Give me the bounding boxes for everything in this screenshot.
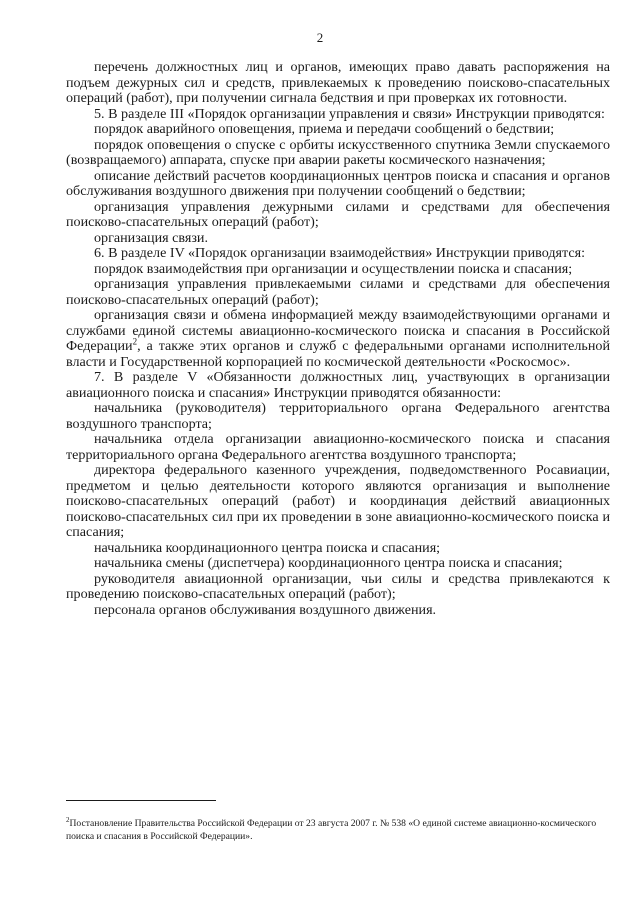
paragraph: 5. В разделе III «Порядок организации управления и связи» Инструкции приводятся: [94, 105, 605, 122]
paragraph: начальника смены (диспетчера) координационного центра поиска и спасания; [94, 555, 563, 571]
paragraph-text: , а также этих органов и служб с федеральными органами исполнительной власти и Государственной корпорацией по космической деятельности «Роскосмос». [66, 338, 610, 370]
footnote-divider [66, 800, 216, 801]
paragraph: перечень должностных лиц и органов, имеющих право давать распоряжения на подъем дежурных сил и средств, привлекаемых к проведению поисково-спасательных операций (работ), при получении сигнала бедствия и при проверках их готовности. [66, 59, 610, 106]
paragraph: руководителя авиационной организации, чьи силы и средства привлекаются к проведению поисково-спасательных операций (работ); [66, 570, 610, 602]
paragraph-with-footnote-ref [66, 308, 610, 370]
body-text [66, 60, 610, 618]
footnote [66, 817, 610, 843]
paragraph: персонала органов обслуживания воздушного движения. [94, 601, 437, 618]
footnote-mark: 2 [66, 815, 70, 824]
paragraph: описание действий расчетов координационных центров поиска и спасания и органов обслуживания воздушного движения при получении сообщений о бедствии; [66, 167, 610, 199]
paragraph: порядок оповещения о спуске с орбиты искусственного спутника Земли спускаемого (возвращаемого) аппарата, спуске при аварии ракеты космического назначения; [66, 136, 610, 168]
paragraph: организация управления дежурными силами и средствами для обеспечения поисково-спасательных операций (работ); [66, 198, 610, 230]
footnote-reference[interactable]: 2 [132, 336, 138, 347]
page-number: 2 [316, 30, 324, 45]
paragraph: 7. В разделе V «Обязанности должностных лиц, участвующих в организации авиационного поиска и спасания» Инструкции приводятся обязанности: [66, 369, 610, 401]
paragraph-text: организация связи и обмена информацией между взаимодействующими органами и службами единой системы авиационно-космического поиска и спасания в Российской Федерации [66, 307, 610, 354]
paragraph: директора федерального казенного учреждения, подведомственного Росавиации, предметом и целью деятельности которого являются организация и выполнение поисково-спасательных операций (работ) и координация действий авиационных поисково-спасательных сил при их проведении в зоне авиационно-космического поиска и спасания; [66, 462, 610, 540]
paragraph: начальника отдела организации авиационно-космического поиска и спасания территориального органа Федерального агентства воздушного транспорта; [66, 431, 610, 463]
paragraph: порядок взаимодействия при организации и осуществлении поиска и спасания; [94, 260, 573, 277]
paragraph: организация связи. [94, 229, 208, 246]
paragraph: начальника координационного центра поиска и спасания; [94, 539, 441, 556]
footnote-text: Постановление Правительства Российской Федерации от 23 августа 2007 г. № 538 «О единой системе авиационно-космического поиска и спасания в Российской Федерации». [66, 818, 597, 842]
paragraph: 6. В разделе IV «Порядок организации взаимодействия» Инструкции приводятся: [94, 245, 585, 261]
paragraph: начальника (руководителя) территориального органа Федерального агентства воздушного транспорта; [66, 400, 610, 432]
paragraph: порядок аварийного оповещения, приема и передачи сообщений о бедствии; [94, 121, 555, 137]
paragraph: организация управления привлекаемыми силами и средствами для обеспечения поисково-спасательных операций (работ); [66, 276, 610, 308]
